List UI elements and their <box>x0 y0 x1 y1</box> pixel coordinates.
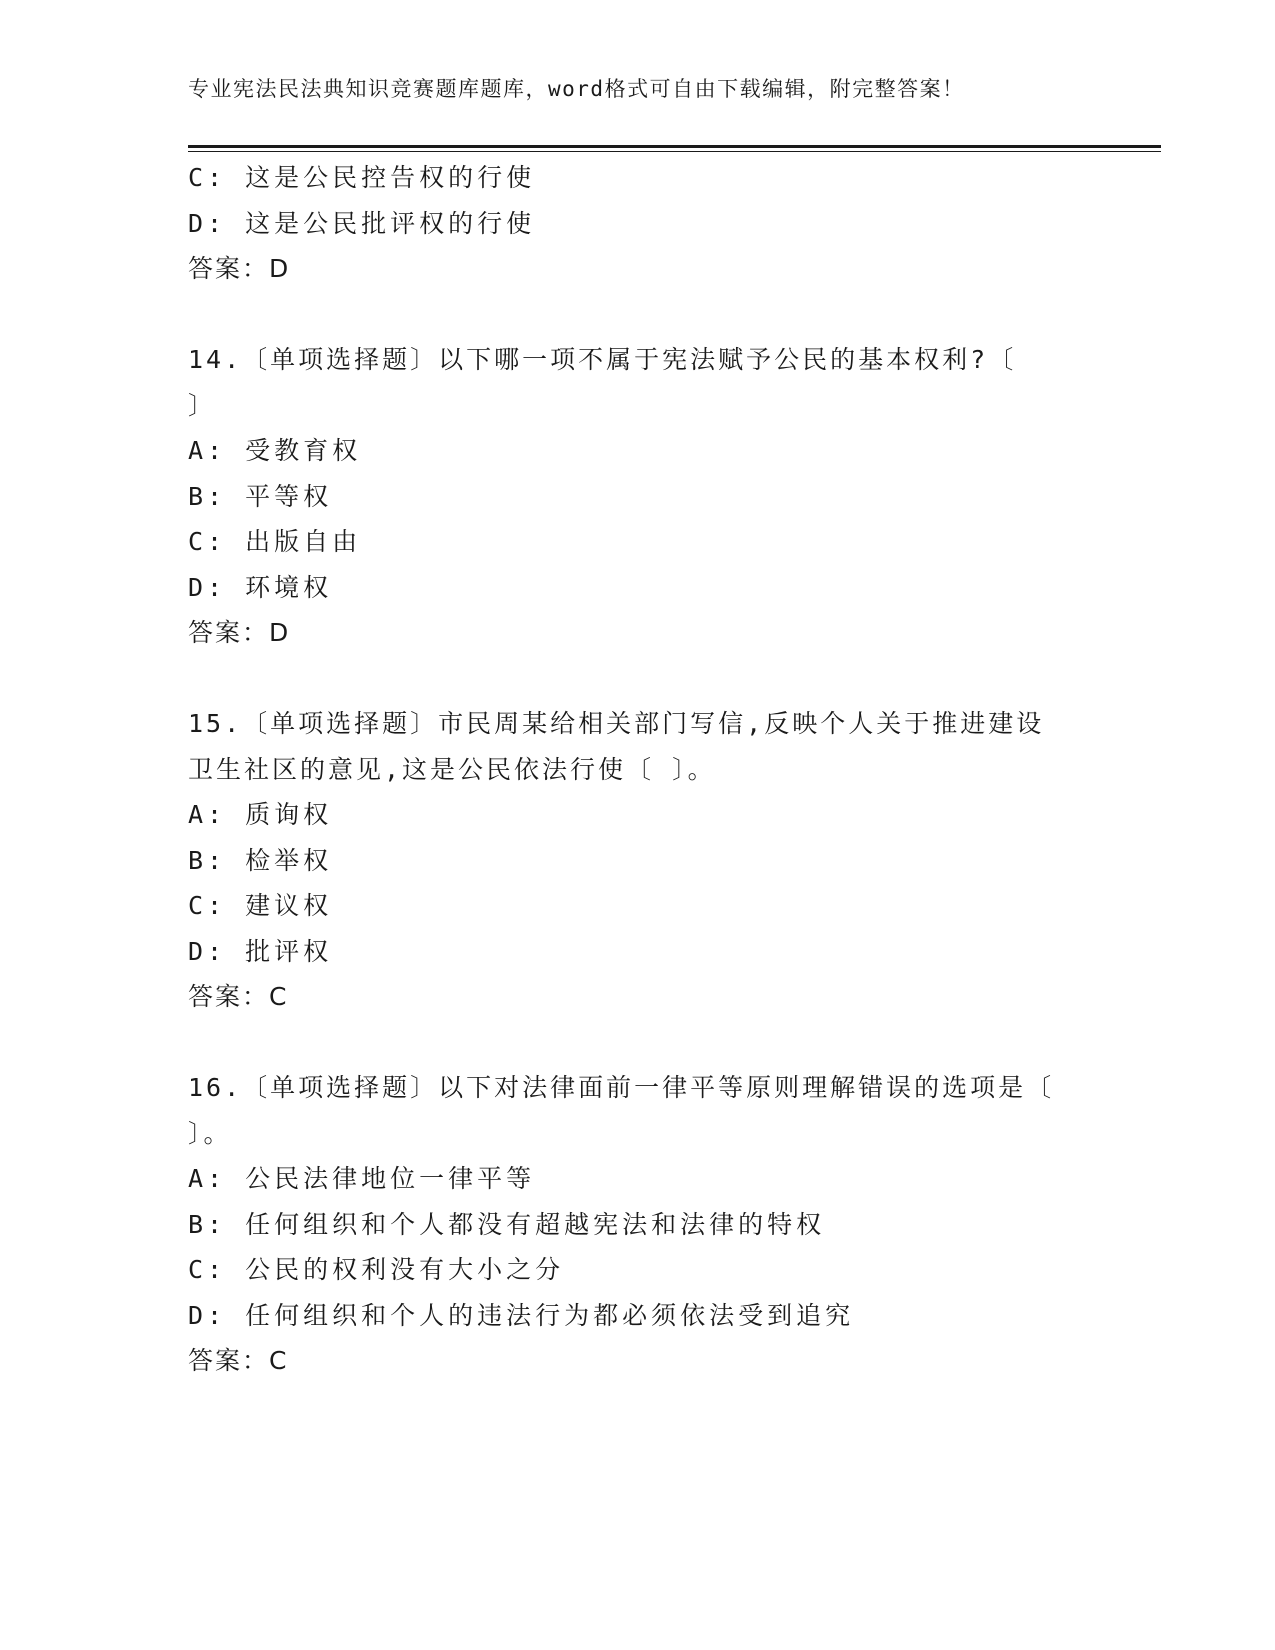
question-stem: 14.〔单项选择题〕以下哪一项不属于宪法赋予公民的基本权利?〔 <box>188 345 1017 374</box>
answer-line: 答案：C <box>188 982 289 1011</box>
question-stem: 〕。 <box>188 1118 232 1148</box>
question-stem: 15.〔单项选择题〕市民周某给相关部门写信,反映个人关于推进建设 <box>188 709 1045 738</box>
option-line: A: 公民法律地位一律平等 <box>188 1164 536 1193</box>
question-content <box>188 155 1088 1384</box>
question-stem: 〕 <box>188 390 217 420</box>
option-line: C: 公民的权利没有大小之分 <box>188 1255 565 1284</box>
option-line: D: 环境权 <box>188 572 333 602</box>
option-line: D: 任何组织和个人的违法行为都必须依法受到追究 <box>188 1300 855 1330</box>
option-line: C: 建议权 <box>188 891 333 920</box>
option-line: B: 平等权 <box>188 481 333 511</box>
option-line: D: 这是公民批评权的行使 <box>188 208 536 238</box>
page-header: 专业宪法民法典知识竞赛题库题库，word格式可自由下载编辑，附完整答案！ <box>188 77 965 101</box>
question-stem: 卫生社区的意见,这是公民依法行使〔 〕。 <box>188 754 716 784</box>
option-line: B: 任何组织和个人都没有超越宪法和法律的特权 <box>188 1209 826 1239</box>
header-rule-thick <box>188 145 1161 148</box>
answer-line: 答案：D <box>188 254 291 283</box>
option-line: B: 检举权 <box>188 845 333 875</box>
answer-line: 答案：C <box>188 1346 289 1375</box>
option-line: D: 批评权 <box>188 936 333 966</box>
question-stem: 16.〔单项选择题〕以下对法律面前一律平等原则理解错误的选项是〔 <box>188 1073 1055 1102</box>
option-line: C: 出版自由 <box>188 527 362 556</box>
header-rule-thin <box>188 151 1161 152</box>
option-line: A: 质询权 <box>188 800 333 829</box>
option-line: C: 这是公民控告权的行使 <box>188 163 536 192</box>
answer-line: 答案：D <box>188 618 291 647</box>
option-line: A: 受教育权 <box>188 436 362 465</box>
